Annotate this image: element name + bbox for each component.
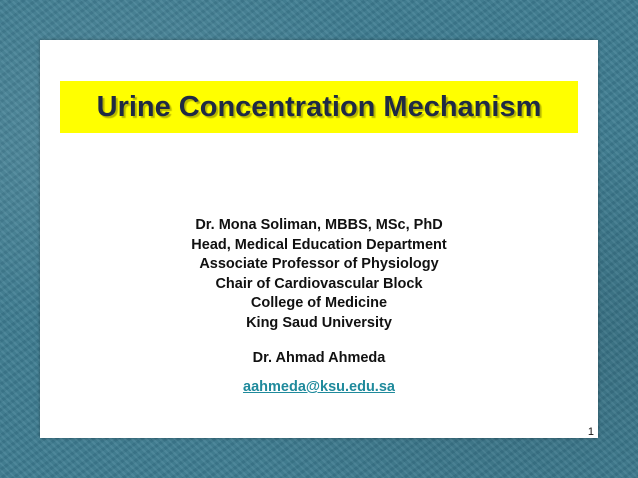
email-line — [40, 379, 598, 395]
page-number: 1 — [587, 426, 594, 438]
author-title: Associate Professor of Physiology — [199, 256, 439, 272]
second-author-name: Dr. Ahmad Ahmeda — [252, 350, 386, 366]
email-link[interactable]: aahmeda@ksu.edu.sa — [243, 379, 395, 395]
author-role: Chair of Cardiovascular Block — [215, 275, 423, 292]
title-banner — [60, 81, 578, 133]
slide — [40, 40, 598, 438]
author-college: College of Medicine — [250, 295, 388, 311]
slide-title: Urine Concentration Mechanism — [96, 90, 542, 123]
author-position: Head, Medical Education Department — [191, 236, 447, 253]
author-university: King Saud University — [246, 314, 392, 331]
author-credits — [40, 216, 598, 333]
author-name: Dr. Mona Soliman, MBBS, MSc, PhD — [195, 217, 443, 233]
